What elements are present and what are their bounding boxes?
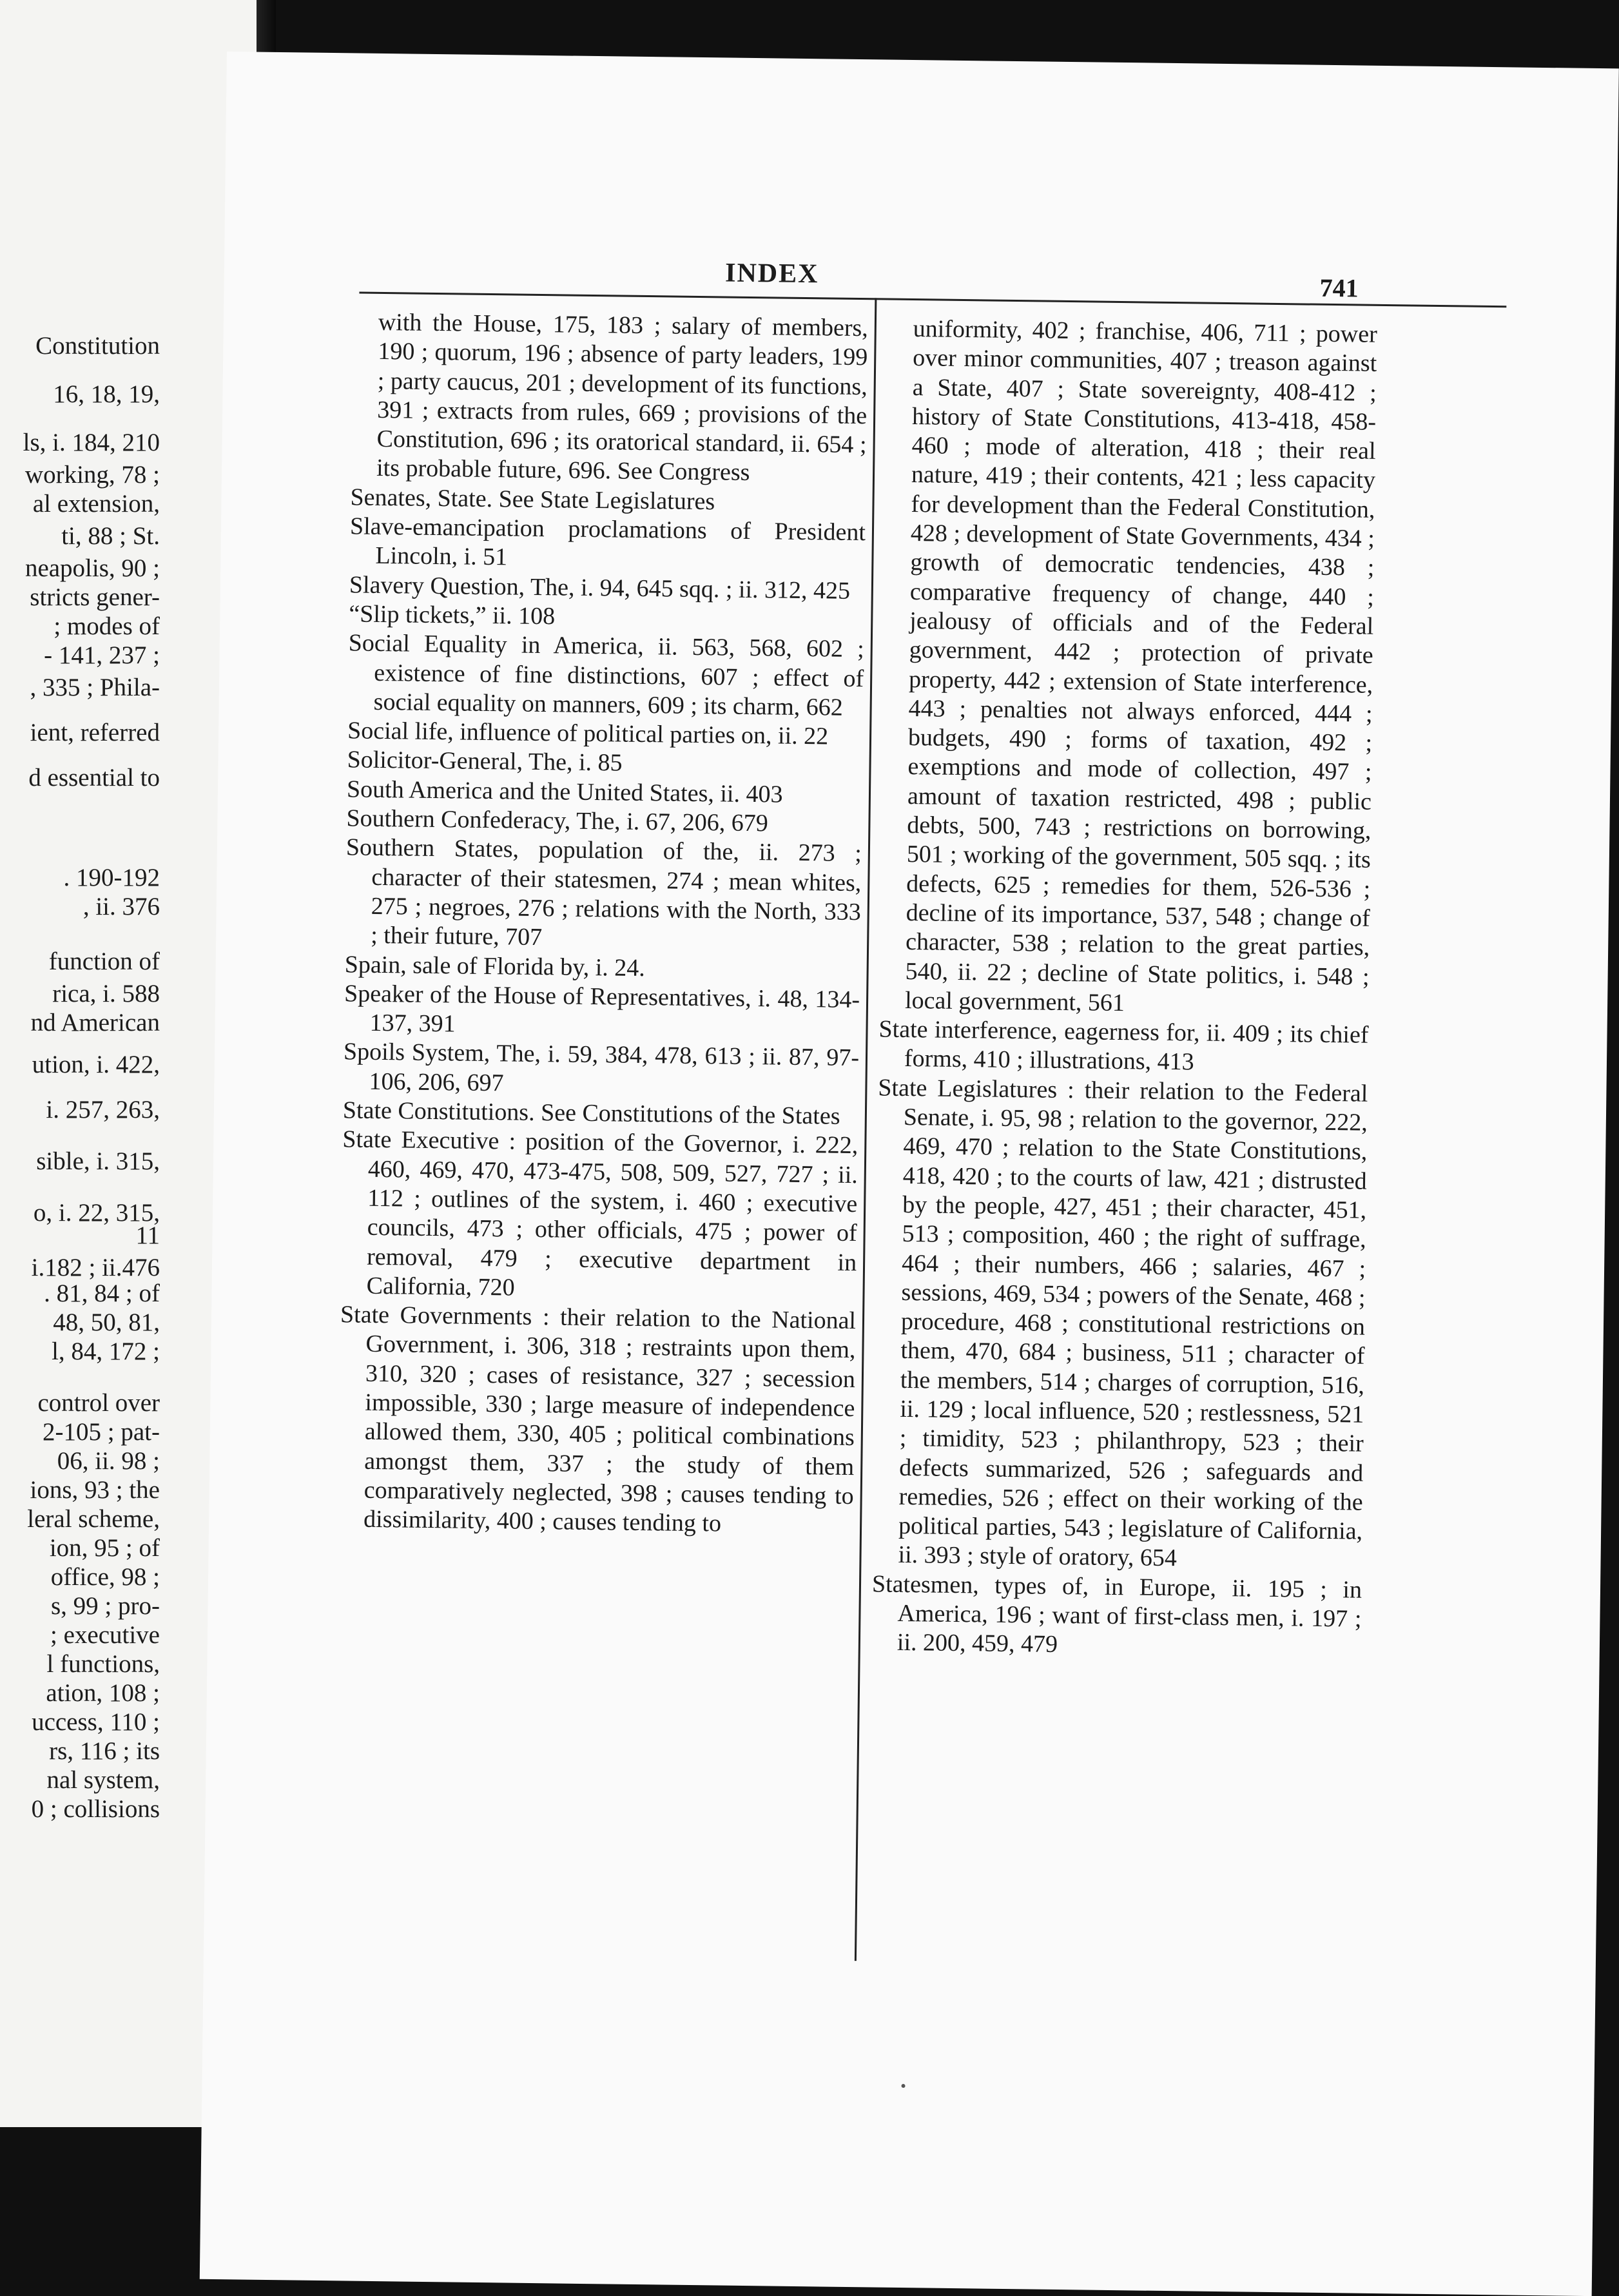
facing-page-line: d essential to: [28, 764, 160, 792]
index-entry: Social life, influence of political parties on, ii. 22: [347, 717, 829, 750]
index-entry: State Constitutions. See Constitutions of the States: [342, 1096, 840, 1130]
facing-page-line: nal system,: [46, 1766, 160, 1794]
index-entry: State interference, eagerness for, ii. 409 ; its chief forms, 410 ; illustrations, 413: [878, 1015, 1369, 1076]
facing-page-line: uccess, 110 ;: [32, 1708, 160, 1736]
index-page: [200, 52, 1619, 2296]
index-entry: “Slip tickets,” ii. 108: [349, 600, 556, 630]
index-entry: State Governments : their relation to the National Government, i. 306, 318 ; restraints upon them, 310, 320 ; cases of resistance, 327 ; secession impossible, 330 ; large measure of independence allowed them, 330, 405 ; political combinations amongst them, 337 ; the study of them comparatively neglected, 398 ; causes tending to dissimilarity, 400 ; causes tending to: [340, 1301, 857, 1537]
index-entry: Spoils System, The, i. 59, 384, 478, 613 ; ii. 87, 97-106, 206, 697: [343, 1038, 860, 1097]
facing-page-line: . 81, 84 ; of: [44, 1279, 160, 1307]
facing-page-line: function of: [48, 948, 160, 975]
facing-page-line: neapolis, 90 ;: [24, 554, 160, 582]
facing-page-line: working, 78 ;: [24, 461, 160, 489]
index-column-left: [338, 307, 868, 1540]
facing-page-line: nd American: [30, 1009, 160, 1036]
facing-page-line: l, 84, 172 ;: [52, 1338, 160, 1365]
facing-page-line: ion, 95 ; of: [49, 1534, 160, 1562]
facing-page-line: ient, referred: [30, 719, 160, 746]
facing-page-line: i. 257, 263,: [46, 1096, 160, 1124]
facing-page-line: o, i. 22, 315,: [33, 1199, 160, 1227]
page-number: 741: [1319, 273, 1359, 303]
facing-page-line: ls, i. 184, 210: [23, 429, 160, 456]
facing-page-line: 06, ii. 98 ;: [57, 1447, 160, 1475]
facing-page-line: l functions,: [46, 1650, 160, 1678]
index-entry: uniformity, 402 ; franchise, 406, 711 ; power over minor communities, 407 ; treason against a State, 407 ; State sovereignty, 408-412 ; history of State Constitutions, 413-418, 458-460 ; mode of alteration, 418 ; their real nature, 419 ; their contents, 421 ; less capacity for development than the Federal Constitution, 428 ; development of State Governments, 434 ; growth of democratic tendencies, 438 ; comparative frequency of change, 440 ; jealousy of officials and of the Federal government, 442 ; protection of private property, 442 ; extension of State interference, 443 ; penalties not always enforced, 444 ; budgets, 490 ; forms of taxation, 492 ; exemptions and mode of collection, 497 ; amount of taxation restricted, 498 ; public debts, 500, 743 ; restrictions on borrowing, 501 ; working of the government, 505 sqq. ; its defects, 625 ; remedies for them, 526-536 ; decline of its importance, 537, 548 ; change of character, 538 ; relation to the great parties, 540, ii. 22 ; decline of State politics, i. 548 ; local government, 561: [904, 315, 1378, 1017]
facing-page-line: 48, 50, 81,: [53, 1309, 160, 1336]
index-entry: State Executive : position of the Governor, i. 222, 460, 469, 470, 473-475, 508, 509, 527, 727 ; ii. 112 ; outlines of the system, i. 460 ; executive councils, 473 ; other officials, 475 ; power of removal, 479 ; executive department in California, 720: [342, 1125, 858, 1301]
index-entry: with the House, 175, 183 ; salary of members, 190 ; quorum, 196 ; absence of party leaders, 199 ; party caucus, 201 ; development of its functions, 391 ; extracts from rules, 669 ; provisions of the Constitution, 696 ; its oratorical standard, ii. 654 ; its probable future, 696. See Congress: [376, 308, 869, 487]
facing-page-line: ; executive: [50, 1621, 160, 1649]
facing-page-line: 16, 18, 19,: [53, 380, 160, 408]
index-entry: State Legislatures : their relation to the Federal Senate, i. 95, 98 ; relation to the governor, 222, 469, 470 ; relation to the State Constitutions, 418, 420 ; to the courts of law, 421 ; distrusted by the people, 427, 451 ; their character, 451, 513 ; composition, 460 ; the right of suffrage, 464 ; their numbers, 466 ; salaries, 467 ; sessions, 469, 534 ; powers of the Senate, 468 ; procedure, 468 ; constitutional restrictions on them, 470, 684 ; business, 511 ; character of the members, 514 ; charges of corruption, 516, ii. 129 ; local influence, 520 ; restlessness, 521 ; timidity, 523 ; philanthropy, 523 ; their defects summarized, 526 ; safeguards and remedies, 526 ; effect on their working of the political parties, 543 ; legislature of California, ii. 393 ; style of oratory, 654: [878, 1074, 1368, 1572]
running-title: INDEX: [724, 258, 819, 289]
facing-page-line: . 190-192: [63, 864, 160, 891]
index-entry: Statesmen, types of, in Europe, ii. 195 ; in America, 196 ; want of first-class men, i. 197 ; ii. 200, 459, 479: [871, 1570, 1362, 1659]
facing-page-line: rs, 116 ; its: [49, 1737, 160, 1765]
facing-page-line: control over: [37, 1389, 160, 1417]
facing-page-line: ation, 108 ;: [46, 1679, 160, 1707]
facing-page-line: ti, 88 ; St.: [61, 522, 160, 550]
index-entry: Social Equality in America, ii. 563, 568, 602 ; existence of fine distinctions, 607 ; effect of social equality on manners, 609 ; its charm, 662: [348, 629, 865, 721]
facing-page-line: office, 98 ;: [50, 1563, 160, 1591]
facing-page-line: al extension,: [32, 490, 160, 518]
index-entry: Senates, State. See State Legislatures: [350, 483, 715, 516]
facing-page-line: ; modes of: [53, 612, 160, 640]
index-entry: Solicitor-General, The, i. 85: [347, 746, 623, 777]
facing-page-line: ution, i. 422,: [32, 1051, 160, 1078]
index-entry: South America and the United States, ii. 403: [346, 775, 783, 808]
facing-page-line: i.182 ; ii.476: [31, 1254, 160, 1281]
ink-speck: [901, 2084, 905, 2088]
facing-page-line: 11: [135, 1221, 160, 1249]
facing-page-line: ions, 93 ; the: [30, 1476, 160, 1504]
facing-page-line: sible, i. 315,: [36, 1147, 160, 1175]
index-entry: Spain, sale of Florida by, i. 24.: [344, 950, 646, 982]
index-entry: Slave-emancipation proclamations of President Lincoln, i. 51: [349, 512, 866, 571]
facing-page-line: leral scheme,: [27, 1505, 160, 1533]
facing-page-line: 2-105 ; pat-: [43, 1418, 160, 1446]
facing-page-line: - 141, 237 ;: [44, 641, 160, 669]
facing-page-line: , 335 ; Phila-: [30, 674, 160, 701]
facing-page-line: 0 ; collisions: [31, 1795, 160, 1823]
facing-page-line: , ii. 376: [82, 893, 160, 920]
index-entry: Southern Confederacy, The, i. 67, 206, 679: [346, 804, 769, 837]
index-entry: Southern States, population of the, ii. 273 ; character of their statesmen, 274 ; mean whites, 275 ; negroes, 276 ; relations with the North, 333 ; their future, 707: [345, 833, 862, 951]
facing-page-line: Constitution: [35, 332, 160, 360]
facing-page-line: rica, i. 588: [52, 980, 160, 1007]
index-entry: Slavery Question, The, i. 94, 645 sqq. ; ii. 312, 425: [349, 571, 851, 605]
index-column-right: [871, 315, 1377, 1664]
facing-page-line: stricts gener-: [30, 583, 160, 611]
facing-page-line: s, 99 ; pro-: [51, 1592, 160, 1620]
index-entry: Speaker of the House of Representatives, i. 48, 134-137, 391: [344, 980, 860, 1038]
